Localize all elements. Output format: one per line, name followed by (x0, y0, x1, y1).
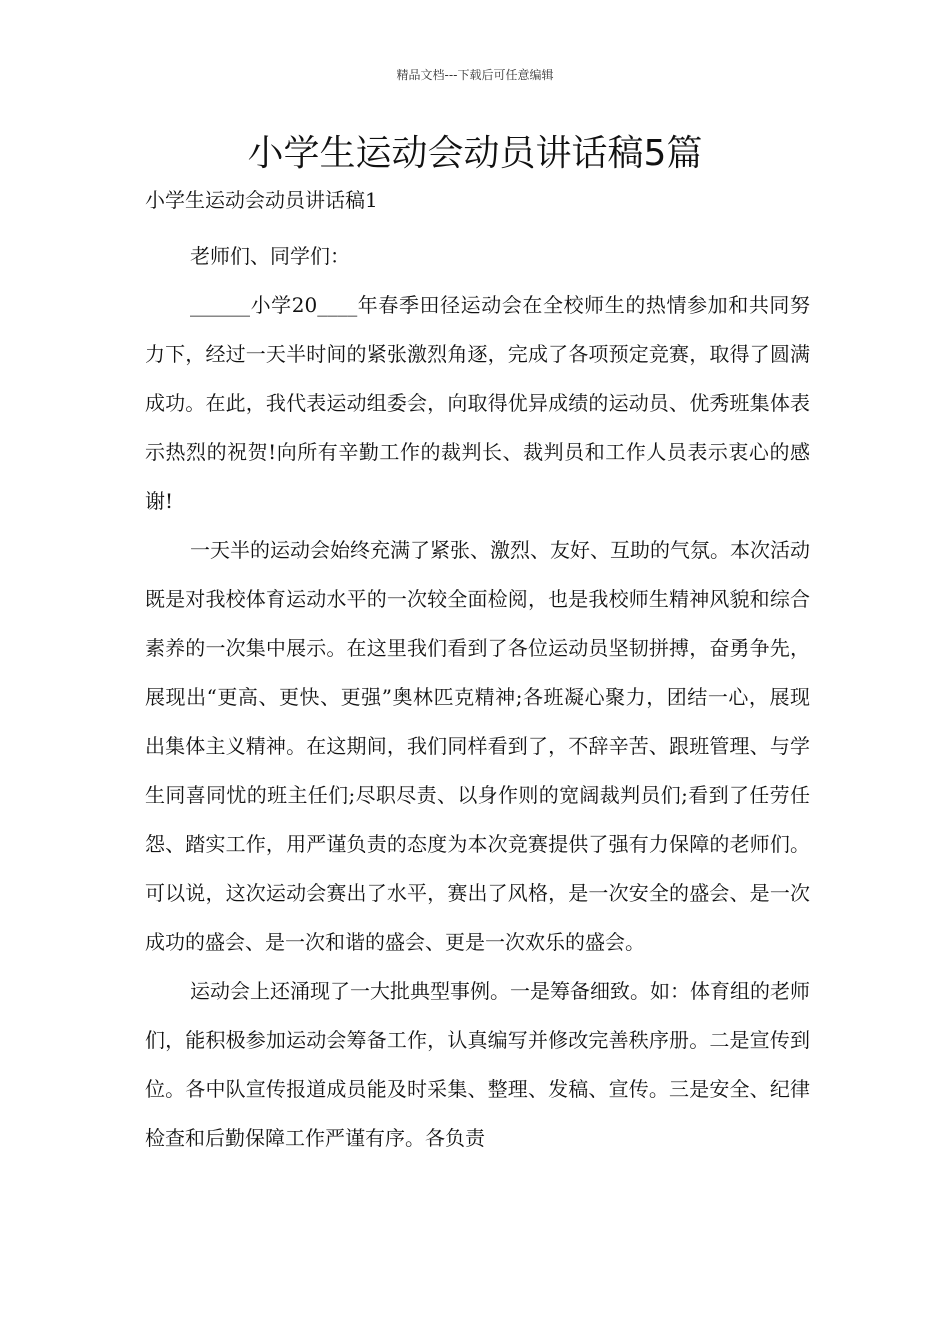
document-title: 小学生运动会动员讲话稿5篇 (247, 133, 703, 174)
paragraph-opening: ______小学20____年春季田径运动会在全校师生的热情参加和共同努力下，经过一天半时间的紧张激烈角逐，完成了各项预定竞赛，取得了圆满成功。在此，我代表运动组委会，向取得优异成绩的运动员、优秀班集体表示热烈的祝贺!向所有辛勤工作的裁判长、裁判员和工作人员表示衷心的感谢! (145, 293, 810, 513)
paragraph-atmosphere: 一天半的运动会始终充满了紧张、激烈、友好、互助的气氛。本次活动既是对我校体育运动水平的一次较全面检阅，也是我校师生精神风貌和综合素养的一次集中展示。在这里我们看到了各位运动员坚韧拼搏，奋勇争先，展现出“更高、更快、更强”奥林匹克精神;各班凝心聚力，团结一心，展现出集体主义精神。在这期间，我们同样看到了，不辞辛苦、跟班管理、与学生同喜同忧的班主任们;尽职尽责、以身作则的宽阔裁判员们;看到了任劳任怨、踏实工作，用严谨负责的态度为本次竞赛提供了强有力保障的老师们。可以说，这次运动会赛出了水平，赛出了风格，是一次安全的盛会、是一次成功的盛会、是一次和谐的盛会、更是一次欢乐的盛会。 (145, 538, 810, 954)
header-note: 精品文档---下载后可任意编辑 (396, 68, 554, 82)
paragraph-examples: 运动会上还涌现了一大批典型事例。一是筹备细致。如：体育组的老师们，能积极参加运动会筹备工作，认真编写并修改完善秩序册。二是宣传到位。各中队宣传报道成员能及时采集、整理、发稿、宣传。三是安全、纪律检查和后勤保障工作严谨有序。各负责 (145, 979, 810, 1150)
body-text (145, 232, 810, 1163)
section-heading: 小学生运动会动员讲话稿1 (145, 188, 378, 212)
paragraph-salutation: 老师们、同学们： (190, 244, 350, 268)
